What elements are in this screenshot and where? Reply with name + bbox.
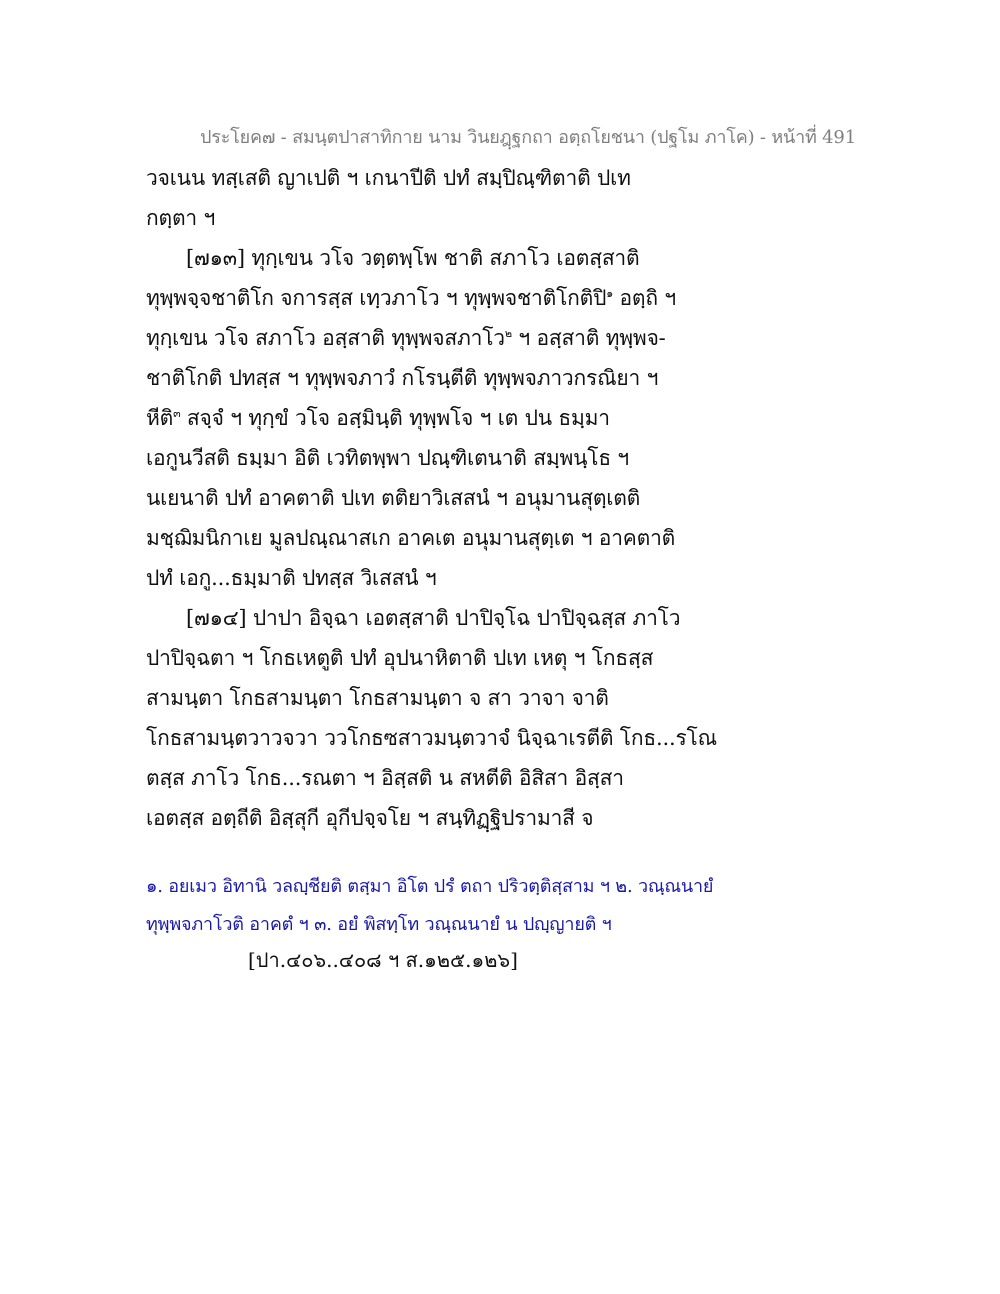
body-line: กตฺตา ฯ: [146, 206, 216, 230]
body-line: [146, 398, 846, 438]
footnote-marker: ๒: [504, 327, 512, 340]
line-text-tail: ฯ อสฺสาติ ทุพฺพจ-: [511, 326, 666, 350]
body-line: ปาปิจฺฉตา ฯ โกธเหตูติ ปทํ อุปนาหิตาติ ปเท เหตุ ฯ โกธสฺส: [146, 646, 654, 670]
body-line: สามนฺตา โกธสามนฺตา โกธสามนฺตา จ สา วาจา จาติ: [146, 686, 609, 710]
page-reference: [ปา.๔๐๖..๔๐๘ ฯ ส.๑๒๕.๑๒๖]: [248, 948, 518, 972]
body-line: [146, 318, 846, 358]
body-line: ชาติโกติ ปทสฺส ฯ ทุพฺพจภาวํ กโรนฺตีติ ทุพฺพจภาวกรณิยา ฯ: [146, 366, 659, 390]
line-text: ทุกฺเขน วโจ สภาโว อสฺสาติ ทุพฺพจสภาโว: [146, 326, 505, 350]
footnote-marker: ๓: [173, 407, 181, 420]
body-line: เอตสฺส อตฺถีติ อิสฺสุกี อุกีปจฺจโย ฯ สนฺทิฏฺฐิปรามาสี จ: [146, 806, 594, 830]
paragraph-start-714: [๗๑๔] ปาปา อิจฺฉา เอตสฺสาติ ปาปิจฺโฉ ปาปิจฺฉสฺส ภาโว: [186, 606, 681, 630]
body-line: [146, 278, 846, 318]
body-line: นเยนาติ ปทํ อาคตาติ ปเท ตติยาวิเสสนํ ฯ อนุมานสุตฺเตติ: [146, 486, 641, 510]
line-text: หีติ: [146, 406, 174, 430]
footnote-marker: ๑: [606, 287, 614, 300]
body-line: วจเนน ทสฺเสติ ญาเปติ ฯ เกนาปีติ ปทํ สมฺปิณฺฑิตาติ ปเท: [146, 166, 631, 190]
body-line: เอกูนวีสติ ธมฺมา อิติ เวทิตพฺพา ปณฺฑิเตนาติ สมฺพนฺโธ ฯ: [146, 446, 630, 470]
body-line: ตสฺส ภาโว โกธ...รณตา ฯ อิสฺสติ น สหตีติ อิสิสา อิสฺสา: [146, 766, 624, 790]
line-text: ทุพฺพจฺจชาติโก จการสฺส เทฺวภาโว ฯ ทุพฺพจชาติโกติปิ: [146, 286, 607, 310]
footnotes: [146, 868, 906, 944]
page-header: ประโยค๗ - สมนฺตปาสาทิกาย นาม วินยฎฺฐกถา อตฺถโยชนา (ปฐโม ภาโค) - หน้าที่ 491: [200, 127, 856, 148]
body-line: โกธสามนฺตวาวจวา ววโกธซสาวมนฺตวาจํ นิจฺฉาเรตีติ โกธ...รโณ: [146, 726, 717, 750]
paragraph-start-713: [๗๑๓] ทุกฺเขน วโจ วตฺตพฺโพ ชาติ สภาโว เอตสฺสาติ: [186, 246, 640, 270]
line-text-tail: อตฺถิ ฯ: [613, 286, 676, 310]
footnote-line: ทุพฺพจภาโวติ อาคตํ ฯ ๓. อยํ พิสทฺโท วณฺณนายํ น ปญฺญายติ ฯ: [146, 914, 612, 935]
body-text: [146, 158, 846, 838]
body-line: มชฺฌิมนิกาเย มูลปณฺณาสเก อาคเต อนุมานสุตฺเต ฯ อาคตาติ: [146, 526, 676, 550]
line-text-tail: สจฺจํ ฯ ทุกฺขํ วโจ อสฺมินฺติ ทุพฺพโจ ฯ เต ปน ธมฺมา: [180, 406, 610, 430]
footnote-line: ๑. อยเมว อิทานิ วลญฺชียติ ตสฺมา อิโต ปรํ ตถา ปริวตฺติสฺสาม ฯ ๒. วณฺณนายํ: [146, 876, 714, 897]
body-line: ปทํ เอกู...ธมฺมาติ ปทสฺส วิเสสนํ ฯ: [146, 566, 437, 590]
